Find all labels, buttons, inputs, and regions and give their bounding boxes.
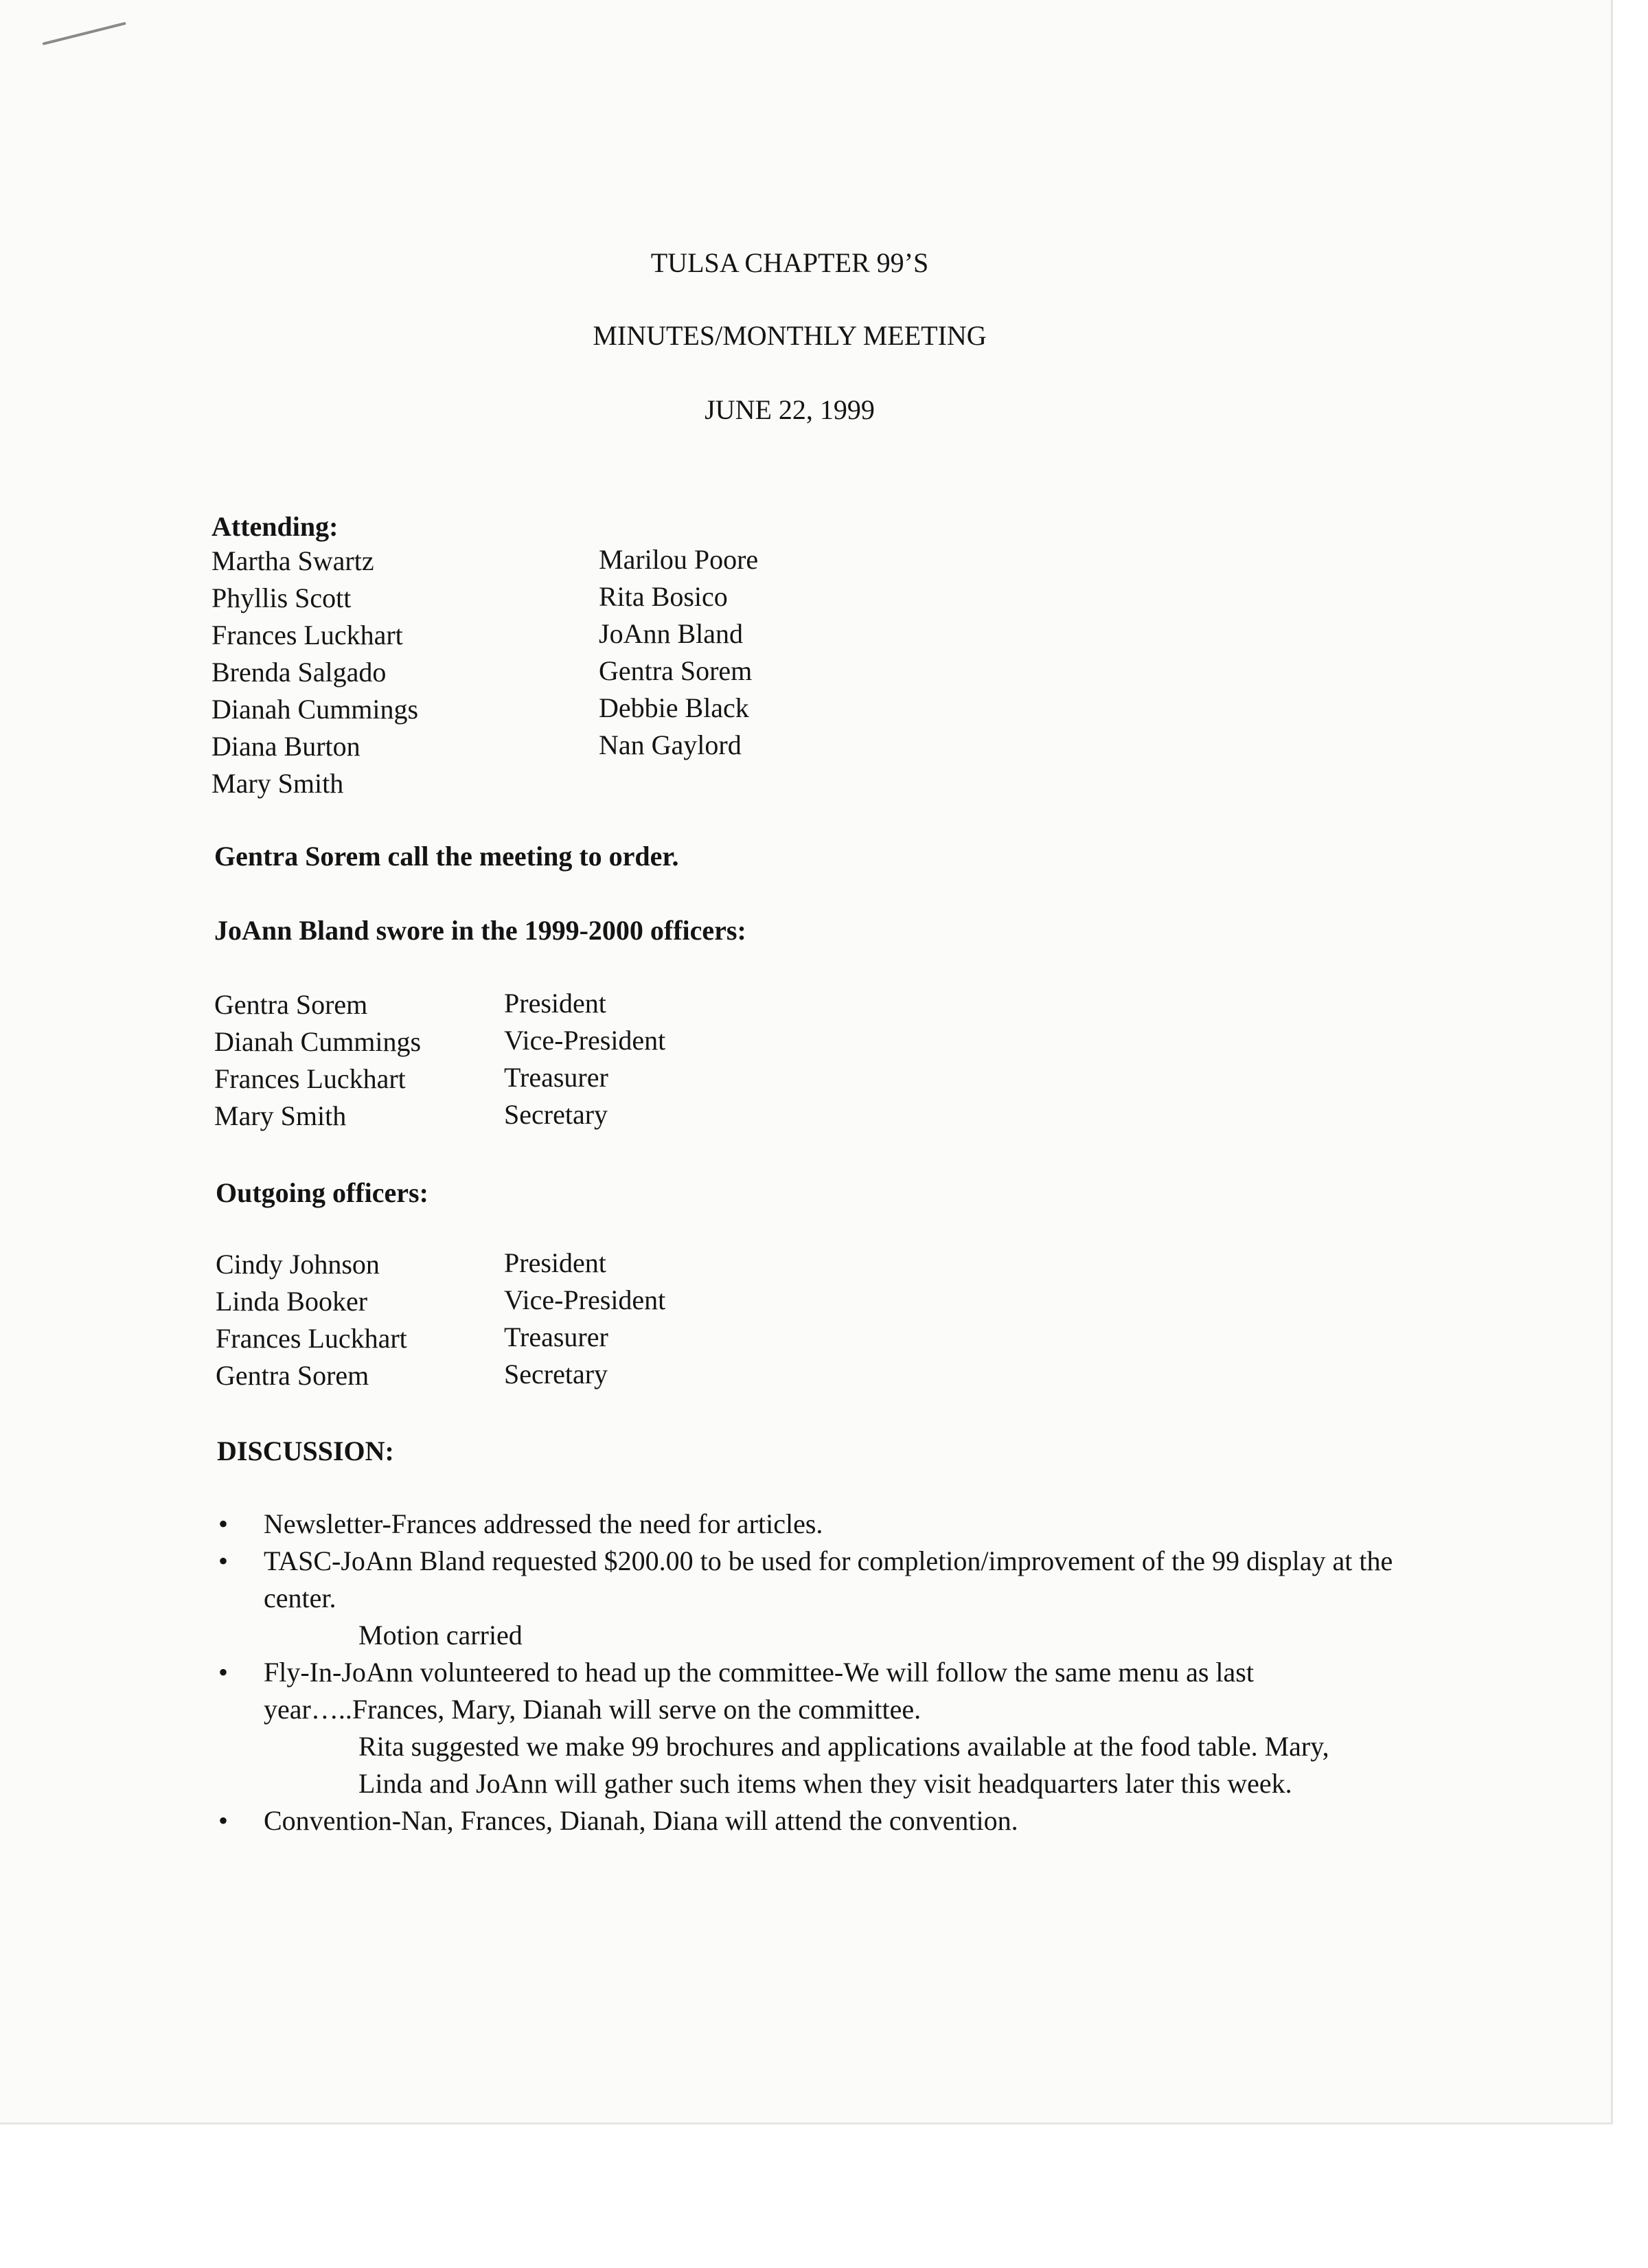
discussion-item-text: Convention-Nan, Frances, Dianah, Diana will attend the convention. [264,1805,1018,1836]
outgoing-officer-titles [504,1245,665,1393]
officer-name: Cindy Johnson [216,1249,380,1280]
discussion-item [214,1543,1395,1654]
attendee-name: Debbie Black [599,692,749,723]
bullet-icon: • [218,1508,229,1539]
attendee-name: Phyllis Scott [211,582,352,613]
bullet-icon: • [218,1545,229,1576]
discussion-heading: DISCUSSION: [217,1436,394,1466]
officer-name: Dianah Cummings [214,1026,422,1057]
outgoing-officers-heading: Outgoing officers: [216,1177,428,1208]
attendees-left-column [211,543,418,802]
bullet-icon: • [218,1657,229,1688]
attendee-name: JoAnn Bland [599,618,743,649]
bullet-icon: • [218,1805,229,1836]
incoming-officer-names [214,986,421,1135]
officer-title: Treasurer [504,1062,608,1093]
discussion-item-note: Motion carried [358,1620,523,1651]
attendee-name: Marilou Poore [599,544,759,575]
discussion-item-text: Fly-In-JoAnn volunteered to head up the committee-We will follow the same menu as last year…..Frances, Mary, Dianah will serve on the committee. [264,1657,1254,1725]
discussion-item [214,1802,1395,1839]
discussion-item [214,1506,1395,1543]
attendees-right-column [599,541,758,764]
officer-title: Secretary [504,1099,608,1130]
officer-title: Vice-President [504,1284,666,1315]
attending-heading: Attending: [211,511,339,542]
officer-name: Linda Booker [216,1286,368,1317]
officer-title: Secretary [504,1359,608,1390]
officer-name: Frances Luckhart [216,1323,407,1354]
outgoing-officer-names [216,1246,407,1394]
discussion-item-text: Newsletter-Frances addressed the need for articles. [264,1508,823,1539]
officer-title: President [504,1247,606,1278]
discussion-item-note: Rita suggested we make 99 brochures and applications available at the food table. Mary, Linda and JoAnn will gather such items when they visit headquarters later this week. [358,1731,1329,1799]
attendee-name: Brenda Salgado [211,657,387,688]
incoming-officer-titles [504,985,665,1133]
officer-title: Treasurer [504,1322,608,1352]
attendee-name: Diana Burton [211,731,360,762]
attendee-name: Frances Luckhart [211,620,403,650]
officer-name: Mary Smith [214,1100,347,1131]
officer-name: Frances Luckhart [214,1063,406,1094]
discussion-item [214,1654,1395,1802]
attendee-name: Nan Gaylord [599,729,742,760]
officer-name: Gentra Sorem [214,989,368,1020]
officer-name: Gentra Sorem [216,1360,369,1391]
attendee-name: Dianah Cummings [211,694,419,725]
attendee-name: Gentra Sorem [599,655,753,686]
attendee-name: Mary Smith [211,768,344,799]
officer-title: President [504,988,606,1019]
document-subtitle: MINUTES/MONTHLY MEETING [593,320,987,351]
meeting-date: JUNE 22, 1999 [705,394,875,425]
attendee-name: Martha Swartz [211,545,374,576]
officer-title: Vice-President [504,1025,666,1056]
call-to-order-statement: Gentra Sorem call the meeting to order. [214,841,679,872]
sworn-in-heading: JoAnn Bland swore in the 1999-2000 officers: [214,915,746,946]
discussion-item-text: TASC-JoAnn Bland requested $200.00 to be used for completion/improvement of the 99 display at the center. [264,1545,1393,1613]
chapter-title: TULSA CHAPTER 99’S [650,247,929,278]
discussion-list [214,1506,1395,1839]
pencil-mark [43,22,126,45]
attendee-name: Rita Bosico [599,581,728,612]
